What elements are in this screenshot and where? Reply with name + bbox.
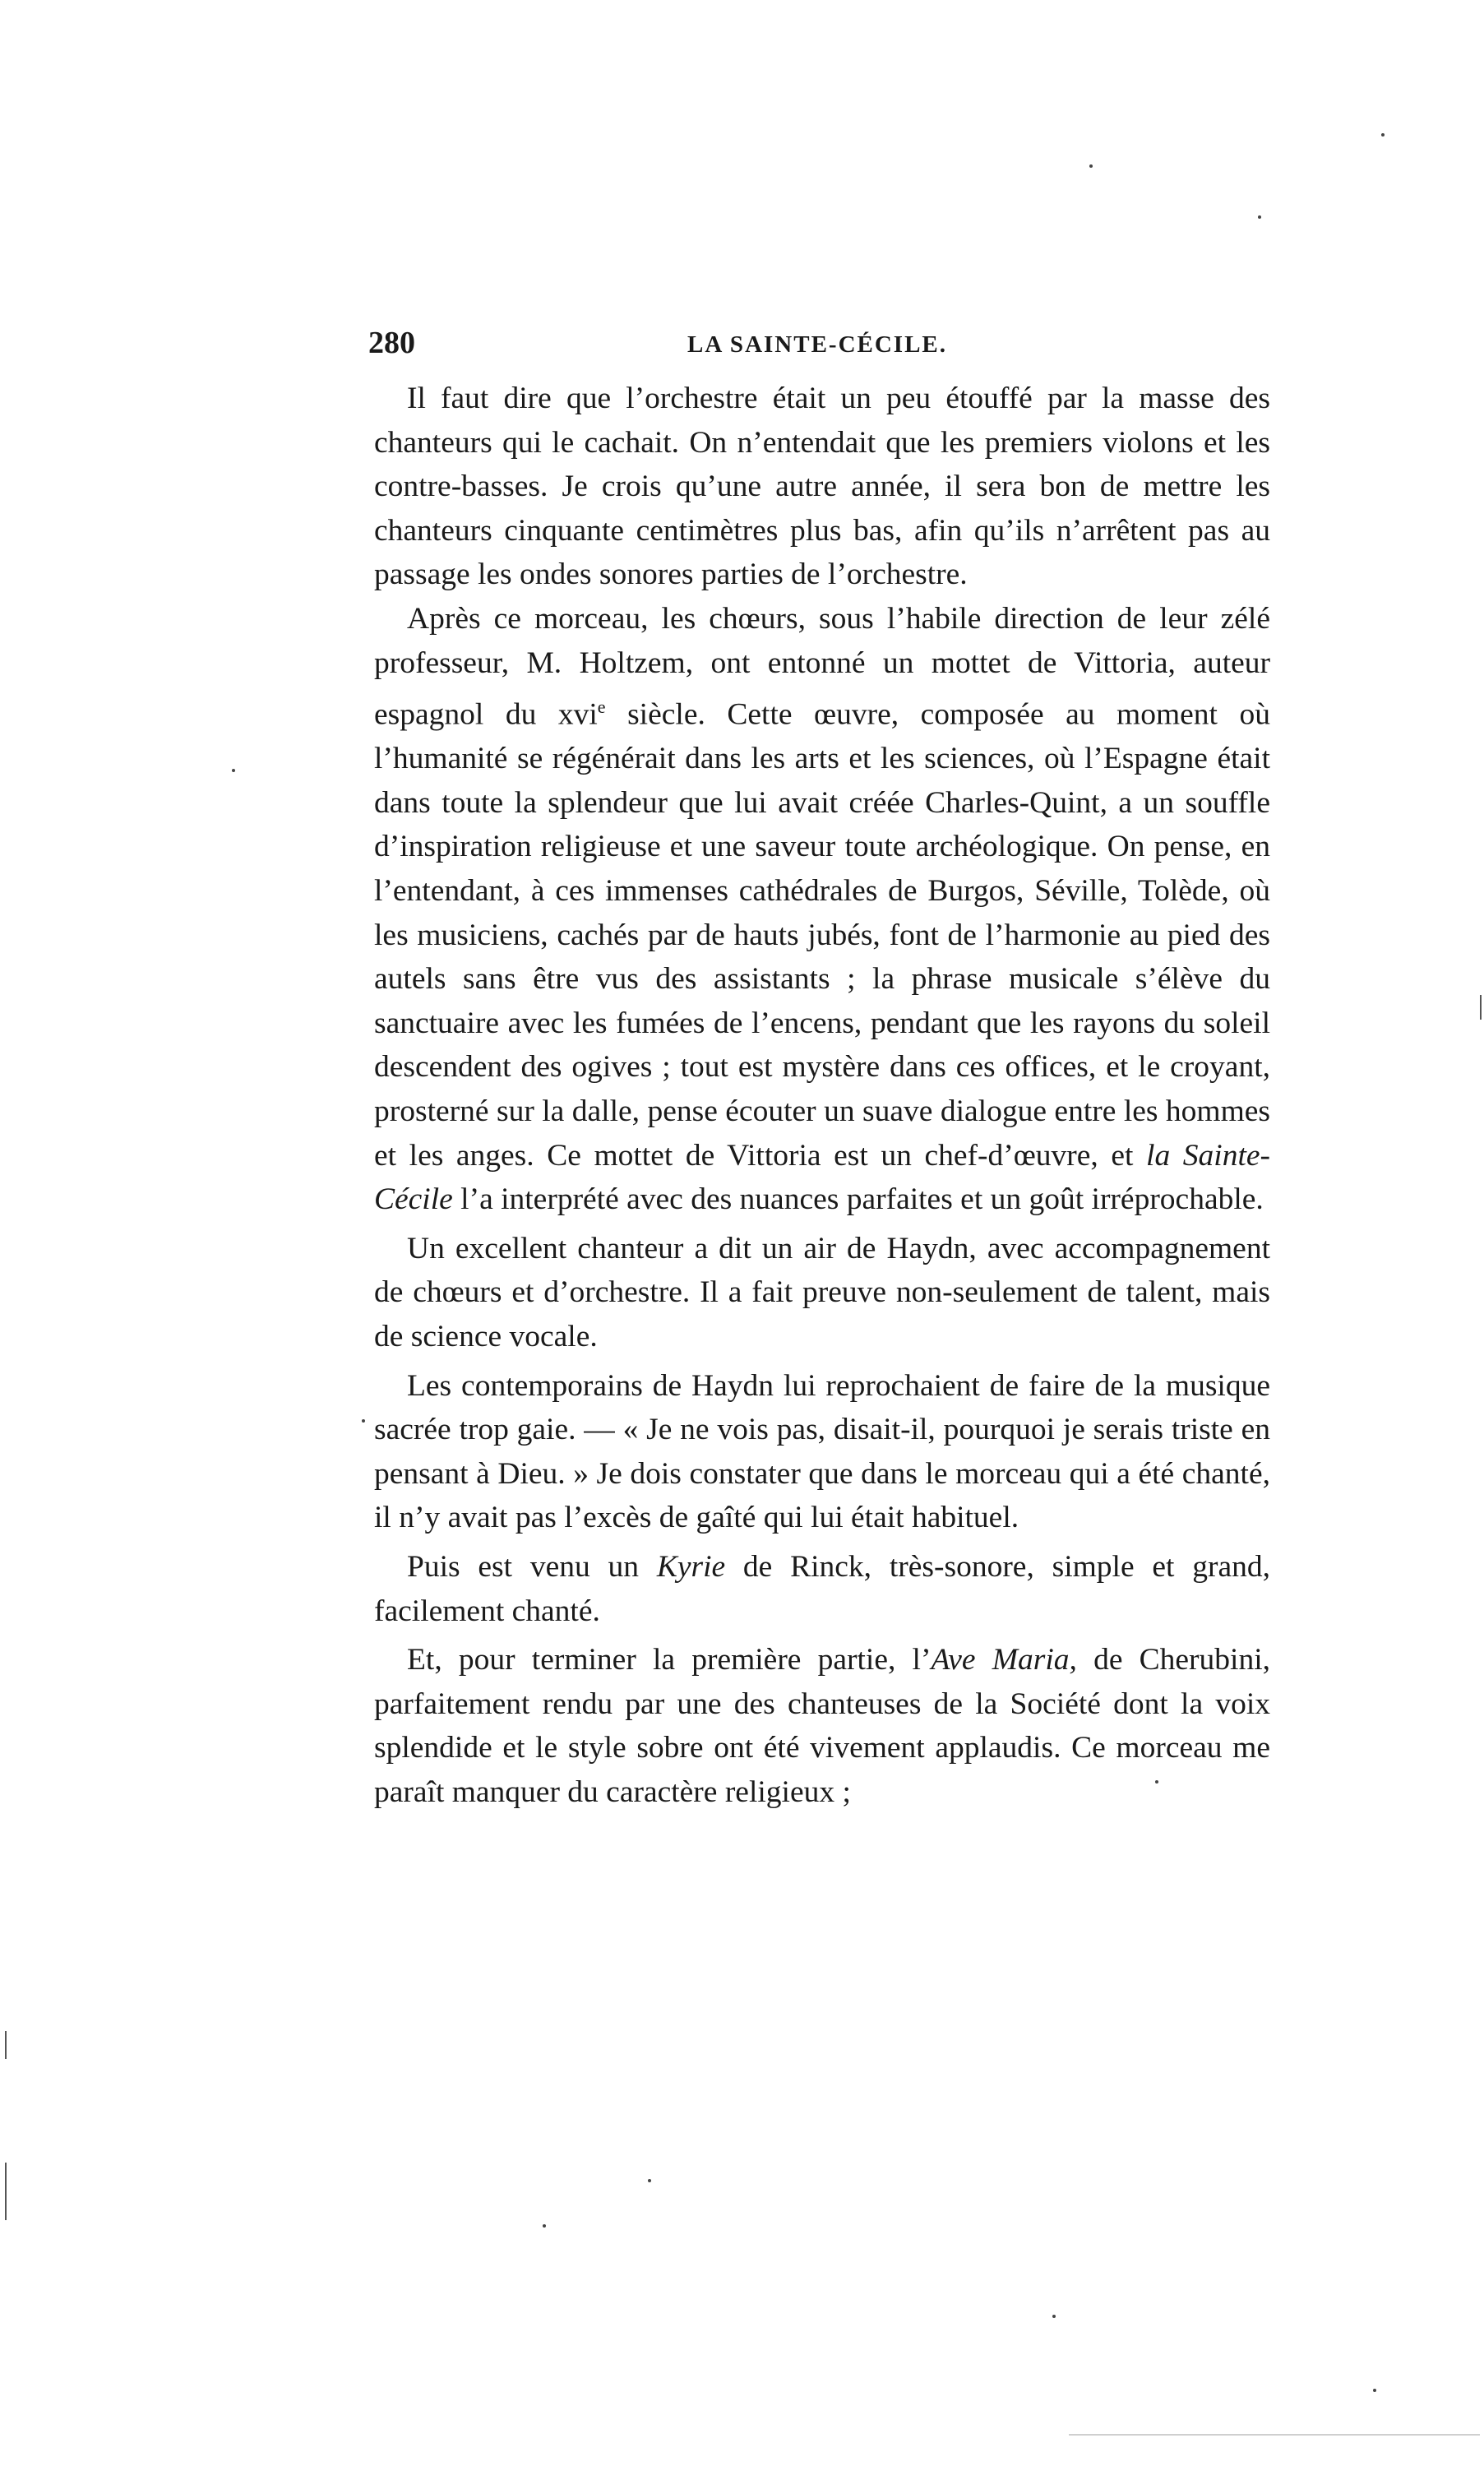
paragraph-text: Un excellent chanteur a dit un air de Haydn, avec accompagnement de chœurs et d’orchestre. Il a fait preuve non-seulement de talent, mais de science vocale. [374,1231,1270,1353]
paragraph-vittoria [374,597,1270,1222]
paragraph-ave-maria [374,1638,1270,1814]
italic-title: Kyrie [656,1549,726,1584]
running-head [368,325,1273,374]
page-number: 280 [368,326,415,360]
body-text [374,377,1270,1815]
scan-speck [1258,215,1261,219]
paragraph-text: l’a interprété avec des nuances parfaites et un goût irréprochable. [452,1182,1264,1217]
paragraph-text: Après ce morceau, les chœurs, sous l’habile direction de leur zélé professeur, M. Holtzem, ont entonné un mottet de Vittoria, auteur espagnol du xvi [374,601,1270,732]
running-title: LA SAINTE-CÉCILE. [687,331,948,358]
italic-title: la Sainte-Cécile [374,1138,1271,1217]
bottom-edge-line [1069,2434,1480,2436]
scan-speck [648,2179,651,2182]
paragraph-text: siècle. Cette œuvre, composée au moment où l’humanité se régénérait dans les arts et les sciences, où l’Espagne était dans toute la splendeur que lui avait créée Charles-Quint, a un souffle d’inspiration religieuse et une saveur toute archéologique. On pense, en l’entendant, à ces immenses cathédrales de Burgos, Séville, Tolède, où les musiciens, cachés par de hauts jubés, font de l’harmonie au pied des autels sans être vus des assistants ; la phrase musicale s’élève du sanctuaire avec les fumées de l’encens, pendant que les rayons du soleil descendent des ogives ; tout est mystère dans ces offices, et le croyant, prosterné sur la dalle, pense écouter un suave dialogue entre les hommes et les anges. Ce mottet de Vittoria est un chef-d’œuvre, et [374,697,1270,1173]
paragraph-text: de Cherubini, parfaitement rendu par une des chanteuses de la Société dont la voix splendide et le style sobre ont été vivement applaudis. Ce morceau me paraît manquer du caractère religieux ; [374,1643,1270,1809]
scan-speck [1089,164,1093,168]
edge-mark [5,2031,7,2059]
paragraph-orchestra [374,377,1270,597]
paragraph-text: de Rinck, très-sonore, simple et grand, facilement chanté. [374,1549,1270,1628]
paragraph-kyrie [374,1545,1270,1633]
paragraph-text: Puis est venu un [407,1549,657,1584]
edge-mark [5,2163,7,2220]
superscript: e [597,696,606,718]
paragraph-text: Les contemporains de Haydn lui reprochaient de faire de la musique sacrée trop gaie. — « Je ne vois pas, disait-il, pourquoi je serais triste en pensant à Dieu. » Je dois constater que dans le morceau qui a été chanté, il n’y avait pas l’excès de gaîté qui lui était habituel. [374,1368,1270,1535]
edge-mark [1480,995,1482,1020]
scan-speck [1381,133,1385,136]
scan-speck [232,769,235,772]
scan-speck [543,2224,546,2228]
paragraph-text: Et, pour terminer la première partie, l’ [407,1643,932,1677]
paragraph-haydn-contemporaries [374,1364,1270,1540]
italic-title: Ave Maria, [931,1643,1077,1677]
scan-speck [1052,2315,1056,2318]
paragraph-text: Il faut dire que l’orchestre était un peu étouffé par la masse des chanteurs qui le cachait. On n’entendait que les premiers violons et les contre-basses. Je crois qu’une autre année, il sera bon de mettre les chanteurs cinquante centimètres plus bas, afin qu’ils n’arrêtent pas au passage les ondes sonores parties de l’orchestre. [374,382,1270,592]
scan-speck [1155,1780,1158,1784]
scan-speck [362,1419,365,1423]
paragraph-haydn-singer [374,1227,1270,1359]
scan-speck [1373,2389,1376,2392]
